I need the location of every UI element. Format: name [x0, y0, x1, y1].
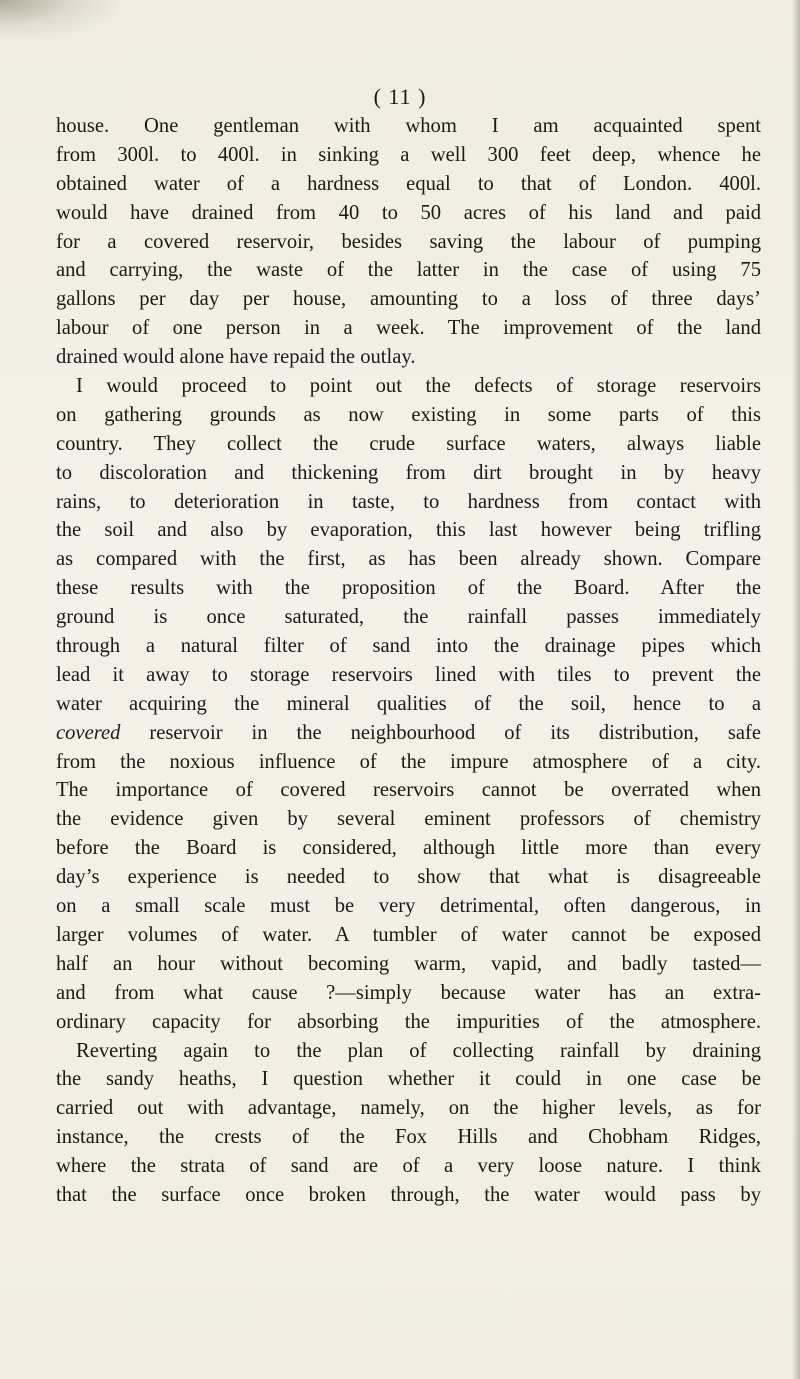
page-number: ( 11 )	[373, 84, 427, 109]
text-line: and carrying, the waste of the latter in the case of using 75	[56, 259, 761, 282]
text-line: through a natural filter of sand into the drainage pipes which	[56, 635, 761, 658]
text-line: drained would alone have repaid the outlay.	[56, 346, 416, 369]
text-line: and from what cause ?—simply because water has an extra-	[56, 981, 761, 1004]
text-line: The importance of covered reservoirs cannot be overrated when	[56, 779, 761, 802]
text-line: I would proceed to point out the defects of storage reservoirs	[76, 375, 761, 398]
italic-word: covered	[56, 721, 121, 744]
text-line	[56, 719, 761, 748]
text-line: the sandy heaths, I question whether it could in one case be	[56, 1068, 761, 1091]
text-line: for a covered reservoir, besides saving the labour of pumping	[56, 230, 761, 253]
text-line: larger volumes of water. A tumbler of water cannot be exposed	[56, 923, 761, 946]
text-line: house. One gentleman with whom I am acquainted spent	[56, 115, 761, 137]
text-line: ordinary capacity for absorbing the impurities of the atmosphere.	[56, 1010, 761, 1033]
text-line: gallons per day per house, amounting to a loss of three days’	[56, 288, 761, 311]
text-line: the evidence given by several eminent professors of chemistry	[56, 808, 761, 831]
text-line: carried out with advantage, namely, on the higher levels, as for	[56, 1097, 761, 1120]
body-text	[56, 112, 761, 1210]
text-line: rains, to deterioration in taste, to hardness from contact with	[56, 490, 761, 513]
text-line: would have drained from 40 to 50 acres of his land and paid	[56, 201, 761, 224]
text-line: country. They collect the crude surface waters, always liable	[56, 432, 761, 455]
text-line: day’s experience is needed to show that what is disagreeable	[56, 866, 761, 889]
text-line: on a small scale must be very detrimental, often dangerous, in	[56, 895, 761, 918]
page-corner-shadow	[0, 0, 120, 40]
page-edge-shadow	[792, 0, 800, 1379]
text-line: water acquiring the mineral qualities of the soil, hence to a	[56, 692, 761, 715]
text-line: these results with the proposition of the Board. After the	[56, 577, 761, 600]
text-line: labour of one person in a week. The improvement of the land	[56, 317, 761, 340]
text-line: on gathering grounds as now existing in some parts of this	[56, 403, 761, 426]
text-line: lead it away to storage reservoirs lined with tiles to prevent the	[56, 663, 761, 686]
text-line: where the strata of sand are of a very loose nature. I think	[56, 1155, 761, 1178]
text-line: as compared with the first, as has been already shown. Compare	[56, 548, 761, 571]
text-line: half an hour without becoming warm, vapid, and badly tasted—	[56, 952, 761, 975]
text-line: obtained water of a hardness equal to that of London. 400l.	[56, 172, 761, 195]
text-line: that the surface once broken through, the water would pass by	[56, 1183, 761, 1206]
text-line: from the noxious influence of the impure atmosphere of a city.	[56, 750, 761, 773]
text-line: instance, the crests of the Fox Hills and Chobham Ridges,	[56, 1126, 761, 1149]
text-line: before the Board is considered, although little more than every	[56, 837, 761, 860]
line-text: reservoir in the neighbourhood of its distribution, safe	[120, 721, 761, 744]
text-line: to discoloration and thickening from dirt brought in by heavy	[56, 461, 761, 484]
text-line: from 300l. to 400l. in sinking a well 300 feet deep, whence he	[56, 143, 761, 166]
text-line: ground is once saturated, the rainfall passes immediately	[56, 606, 761, 629]
text-line: the soil and also by evaporation, this last however being trifling	[56, 519, 761, 542]
text-line: Reverting again to the plan of collecting rainfall by draining	[76, 1039, 761, 1062]
